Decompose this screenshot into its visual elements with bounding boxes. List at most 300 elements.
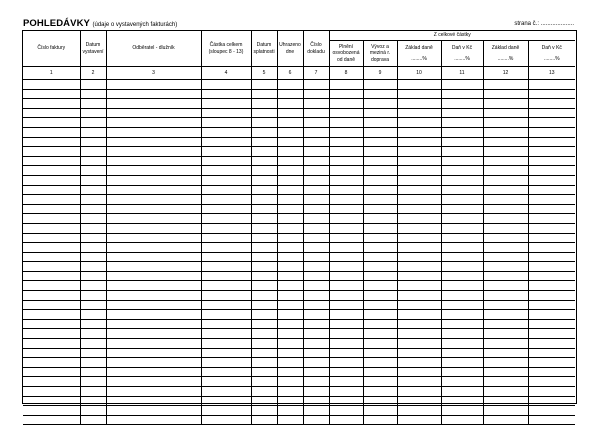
entry-cell[interactable] [303, 195, 329, 205]
entry-cell[interactable] [528, 339, 575, 349]
entry-cell[interactable] [483, 310, 528, 320]
entry-cell[interactable] [277, 319, 303, 329]
entry-cell[interactable] [303, 166, 329, 176]
entry-cell[interactable] [483, 271, 528, 281]
entry-cell[interactable] [303, 348, 329, 358]
entry-cell[interactable] [483, 406, 528, 416]
entry-cell[interactable] [80, 80, 106, 90]
entry-cell[interactable] [303, 377, 329, 387]
entry-cell[interactable] [303, 214, 329, 224]
entry-cell[interactable] [483, 415, 528, 425]
entry-cell[interactable] [251, 175, 277, 185]
entry-cell[interactable] [363, 406, 397, 416]
entry-cell[interactable] [329, 147, 363, 157]
entry-cell[interactable] [363, 329, 397, 339]
entry-cell[interactable] [23, 147, 80, 157]
entry-cell[interactable] [277, 367, 303, 377]
entry-cell[interactable] [363, 367, 397, 377]
entry-cell[interactable] [303, 387, 329, 397]
entry-cell[interactable] [397, 223, 441, 233]
entry-cell[interactable] [106, 118, 201, 128]
entry-cell[interactable] [363, 195, 397, 205]
entry-cell[interactable] [106, 108, 201, 118]
entry-cell[interactable] [251, 387, 277, 397]
entry-cell[interactable] [201, 156, 251, 166]
entry-cell[interactable] [201, 99, 251, 109]
entry-cell[interactable] [201, 377, 251, 387]
entry-cell[interactable] [106, 223, 201, 233]
entry-cell[interactable] [251, 271, 277, 281]
entry-cell[interactable] [397, 166, 441, 176]
entry-cell[interactable] [528, 80, 575, 90]
entry-cell[interactable] [251, 339, 277, 349]
entry-cell[interactable] [441, 137, 483, 147]
entry-cell[interactable] [441, 406, 483, 416]
entry-cell[interactable] [363, 185, 397, 195]
entry-cell[interactable] [528, 300, 575, 310]
entry-cell[interactable] [441, 358, 483, 368]
entry-cell[interactable] [483, 319, 528, 329]
entry-cell[interactable] [251, 406, 277, 416]
entry-cell[interactable] [106, 99, 201, 109]
entry-cell[interactable] [277, 175, 303, 185]
entry-cell[interactable] [251, 262, 277, 272]
entry-cell[interactable] [441, 80, 483, 90]
entry-cell[interactable] [201, 358, 251, 368]
entry-cell[interactable] [201, 367, 251, 377]
entry-cell[interactable] [329, 329, 363, 339]
entry-cell[interactable] [23, 406, 80, 416]
entry-cell[interactable] [23, 223, 80, 233]
entry-cell[interactable] [397, 396, 441, 406]
entry-cell[interactable] [528, 147, 575, 157]
entry-cell[interactable] [329, 281, 363, 291]
entry-cell[interactable] [277, 185, 303, 195]
entry-cell[interactable] [303, 147, 329, 157]
entry-cell[interactable] [106, 185, 201, 195]
entry-cell[interactable] [251, 185, 277, 195]
entry-cell[interactable] [441, 415, 483, 425]
entry-cell[interactable] [441, 156, 483, 166]
entry-cell[interactable] [329, 262, 363, 272]
entry-cell[interactable] [251, 99, 277, 109]
entry-cell[interactable] [277, 127, 303, 137]
entry-cell[interactable] [363, 147, 397, 157]
entry-cell[interactable] [106, 89, 201, 99]
entry-cell[interactable] [329, 348, 363, 358]
entry-cell[interactable] [277, 271, 303, 281]
entry-cell[interactable] [251, 223, 277, 233]
entry-cell[interactable] [528, 415, 575, 425]
entry-cell[interactable] [251, 243, 277, 253]
entry-cell[interactable] [23, 166, 80, 176]
entry-cell[interactable] [201, 252, 251, 262]
entry-cell[interactable] [363, 387, 397, 397]
entry-cell[interactable] [303, 156, 329, 166]
entry-cell[interactable] [23, 396, 80, 406]
entry-cell[interactable] [397, 329, 441, 339]
entry-cell[interactable] [441, 281, 483, 291]
entry-cell[interactable] [277, 348, 303, 358]
entry-cell[interactable] [397, 204, 441, 214]
entry-cell[interactable] [397, 358, 441, 368]
entry-cell[interactable] [23, 291, 80, 301]
entry-cell[interactable] [528, 310, 575, 320]
entry-cell[interactable] [303, 127, 329, 137]
entry-cell[interactable] [397, 127, 441, 137]
entry-cell[interactable] [363, 415, 397, 425]
entry-cell[interactable] [483, 243, 528, 253]
entry-cell[interactable] [277, 396, 303, 406]
entry-cell[interactable] [329, 387, 363, 397]
entry-cell[interactable] [397, 367, 441, 377]
entry-cell[interactable] [201, 118, 251, 128]
entry-cell[interactable] [23, 137, 80, 147]
entry-cell[interactable] [329, 166, 363, 176]
entry-cell[interactable] [528, 358, 575, 368]
entry-cell[interactable] [329, 99, 363, 109]
entry-cell[interactable] [329, 377, 363, 387]
entry-cell[interactable] [363, 310, 397, 320]
entry-cell[interactable] [277, 300, 303, 310]
entry-cell[interactable] [23, 233, 80, 243]
entry-cell[interactable] [23, 377, 80, 387]
entry-cell[interactable] [23, 358, 80, 368]
entry-cell[interactable] [106, 415, 201, 425]
entry-cell[interactable] [251, 137, 277, 147]
entry-cell[interactable] [483, 127, 528, 137]
entry-cell[interactable] [303, 262, 329, 272]
entry-cell[interactable] [106, 396, 201, 406]
entry-cell[interactable] [363, 319, 397, 329]
entry-cell[interactable] [201, 291, 251, 301]
entry-cell[interactable] [277, 252, 303, 262]
entry-cell[interactable] [106, 252, 201, 262]
entry-cell[interactable] [201, 329, 251, 339]
entry-cell[interactable] [277, 406, 303, 416]
entry-cell[interactable] [441, 271, 483, 281]
entry-cell[interactable] [441, 166, 483, 176]
entry-cell[interactable] [106, 262, 201, 272]
entry-cell[interactable] [397, 99, 441, 109]
entry-cell[interactable] [80, 223, 106, 233]
entry-cell[interactable] [80, 339, 106, 349]
entry-cell[interactable] [528, 329, 575, 339]
entry-cell[interactable] [483, 108, 528, 118]
entry-cell[interactable] [303, 300, 329, 310]
entry-cell[interactable] [303, 175, 329, 185]
entry-cell[interactable] [303, 252, 329, 262]
entry-cell[interactable] [23, 339, 80, 349]
entry-cell[interactable] [251, 396, 277, 406]
entry-cell[interactable] [201, 137, 251, 147]
entry-cell[interactable] [277, 223, 303, 233]
entry-cell[interactable] [397, 339, 441, 349]
entry-cell[interactable] [528, 175, 575, 185]
entry-cell[interactable] [251, 348, 277, 358]
entry-cell[interactable] [201, 319, 251, 329]
entry-cell[interactable] [277, 204, 303, 214]
entry-cell[interactable] [528, 291, 575, 301]
entry-cell[interactable] [329, 367, 363, 377]
entry-cell[interactable] [106, 80, 201, 90]
entry-cell[interactable] [363, 377, 397, 387]
entry-cell[interactable] [363, 89, 397, 99]
entry-cell[interactable] [363, 339, 397, 349]
entry-cell[interactable] [528, 127, 575, 137]
entry-cell[interactable] [106, 147, 201, 157]
entry-cell[interactable] [528, 166, 575, 176]
entry-cell[interactable] [329, 271, 363, 281]
entry-cell[interactable] [303, 358, 329, 368]
entry-cell[interactable] [201, 108, 251, 118]
entry-cell[interactable] [441, 233, 483, 243]
entry-cell[interactable] [528, 281, 575, 291]
entry-cell[interactable] [201, 89, 251, 99]
entry-cell[interactable] [363, 166, 397, 176]
entry-cell[interactable] [483, 156, 528, 166]
entry-cell[interactable] [329, 118, 363, 128]
entry-cell[interactable] [363, 262, 397, 272]
entry-cell[interactable] [201, 406, 251, 416]
entry-cell[interactable] [303, 223, 329, 233]
entry-cell[interactable] [251, 377, 277, 387]
entry-cell[interactable] [329, 204, 363, 214]
entry-cell[interactable] [80, 348, 106, 358]
entry-cell[interactable] [483, 387, 528, 397]
entry-cell[interactable] [441, 396, 483, 406]
entry-cell[interactable] [106, 291, 201, 301]
entry-cell[interactable] [397, 147, 441, 157]
entry-cell[interactable] [251, 281, 277, 291]
entry-cell[interactable] [363, 281, 397, 291]
entry-cell[interactable] [483, 185, 528, 195]
entry-cell[interactable] [80, 358, 106, 368]
entry-cell[interactable] [528, 108, 575, 118]
entry-cell[interactable] [329, 300, 363, 310]
entry-cell[interactable] [277, 108, 303, 118]
entry-cell[interactable] [329, 137, 363, 147]
entry-cell[interactable] [303, 204, 329, 214]
entry-cell[interactable] [23, 310, 80, 320]
entry-cell[interactable] [80, 156, 106, 166]
entry-cell[interactable] [483, 175, 528, 185]
entry-cell[interactable] [80, 329, 106, 339]
entry-cell[interactable] [251, 147, 277, 157]
entry-cell[interactable] [277, 156, 303, 166]
entry-cell[interactable] [80, 262, 106, 272]
entry-cell[interactable] [80, 118, 106, 128]
entry-cell[interactable] [483, 147, 528, 157]
entry-cell[interactable] [303, 99, 329, 109]
entry-cell[interactable] [251, 233, 277, 243]
entry-cell[interactable] [23, 281, 80, 291]
entry-cell[interactable] [397, 300, 441, 310]
entry-cell[interactable] [277, 243, 303, 253]
entry-cell[interactable] [80, 185, 106, 195]
entry-cell[interactable] [23, 262, 80, 272]
entry-cell[interactable] [329, 319, 363, 329]
entry-cell[interactable] [23, 348, 80, 358]
entry-cell[interactable] [80, 108, 106, 118]
entry-cell[interactable] [201, 310, 251, 320]
entry-cell[interactable] [397, 348, 441, 358]
entry-cell[interactable] [329, 185, 363, 195]
entry-cell[interactable] [106, 127, 201, 137]
entry-cell[interactable] [23, 127, 80, 137]
entry-cell[interactable] [441, 223, 483, 233]
entry-cell[interactable] [251, 214, 277, 224]
entry-cell[interactable] [277, 387, 303, 397]
entry-cell[interactable] [528, 156, 575, 166]
entry-cell[interactable] [303, 291, 329, 301]
entry-cell[interactable] [363, 358, 397, 368]
entry-cell[interactable] [80, 204, 106, 214]
entry-cell[interactable] [441, 329, 483, 339]
entry-cell[interactable] [397, 387, 441, 397]
entry-cell[interactable] [277, 233, 303, 243]
entry-cell[interactable] [397, 108, 441, 118]
entry-cell[interactable] [303, 406, 329, 416]
entry-cell[interactable] [397, 137, 441, 147]
entry-cell[interactable] [251, 252, 277, 262]
entry-cell[interactable] [441, 89, 483, 99]
entry-cell[interactable] [201, 204, 251, 214]
entry-cell[interactable] [277, 329, 303, 339]
entry-cell[interactable] [441, 108, 483, 118]
entry-cell[interactable] [80, 252, 106, 262]
entry-cell[interactable] [329, 108, 363, 118]
entry-cell[interactable] [80, 396, 106, 406]
entry-cell[interactable] [277, 195, 303, 205]
entry-cell[interactable] [23, 195, 80, 205]
entry-cell[interactable] [329, 214, 363, 224]
entry-cell[interactable] [329, 233, 363, 243]
entry-cell[interactable] [483, 329, 528, 339]
entry-cell[interactable] [363, 99, 397, 109]
entry-cell[interactable] [483, 396, 528, 406]
entry-cell[interactable] [23, 185, 80, 195]
entry-cell[interactable] [528, 319, 575, 329]
entry-cell[interactable] [251, 108, 277, 118]
entry-cell[interactable] [80, 415, 106, 425]
entry-cell[interactable] [80, 406, 106, 416]
entry-cell[interactable] [363, 80, 397, 90]
entry-cell[interactable] [277, 415, 303, 425]
entry-cell[interactable] [483, 233, 528, 243]
entry-cell[interactable] [303, 339, 329, 349]
entry-cell[interactable] [201, 195, 251, 205]
entry-cell[interactable] [397, 185, 441, 195]
entry-cell[interactable] [303, 396, 329, 406]
entry-cell[interactable] [23, 271, 80, 281]
entry-cell[interactable] [483, 204, 528, 214]
entry-cell[interactable] [441, 127, 483, 137]
entry-cell[interactable] [201, 415, 251, 425]
entry-cell[interactable] [329, 175, 363, 185]
entry-cell[interactable] [106, 195, 201, 205]
entry-cell[interactable] [528, 271, 575, 281]
entry-cell[interactable] [251, 127, 277, 137]
entry-cell[interactable] [106, 175, 201, 185]
entry-cell[interactable] [106, 281, 201, 291]
entry-cell[interactable] [23, 300, 80, 310]
entry-cell[interactable] [441, 348, 483, 358]
entry-cell[interactable] [363, 175, 397, 185]
entry-cell[interactable] [201, 214, 251, 224]
entry-cell[interactable] [251, 358, 277, 368]
entry-cell[interactable] [106, 233, 201, 243]
entry-cell[interactable] [441, 339, 483, 349]
entry-cell[interactable] [441, 99, 483, 109]
entry-cell[interactable] [397, 214, 441, 224]
entry-cell[interactable] [303, 367, 329, 377]
entry-cell[interactable] [106, 387, 201, 397]
entry-cell[interactable] [441, 195, 483, 205]
entry-cell[interactable] [303, 281, 329, 291]
entry-cell[interactable] [277, 214, 303, 224]
entry-cell[interactable] [201, 127, 251, 137]
entry-cell[interactable] [363, 223, 397, 233]
entry-cell[interactable] [251, 300, 277, 310]
entry-cell[interactable] [201, 147, 251, 157]
entry-cell[interactable] [80, 300, 106, 310]
entry-cell[interactable] [397, 291, 441, 301]
entry-cell[interactable] [277, 99, 303, 109]
entry-cell[interactable] [528, 233, 575, 243]
entry-cell[interactable] [483, 99, 528, 109]
entry-cell[interactable] [441, 118, 483, 128]
entry-cell[interactable] [80, 233, 106, 243]
entry-cell[interactable] [80, 175, 106, 185]
entry-cell[interactable] [329, 252, 363, 262]
page-number-field[interactable]: strana č.: .................... [514, 21, 574, 27]
entry-cell[interactable] [397, 281, 441, 291]
entry-cell[interactable] [277, 118, 303, 128]
entry-cell[interactable] [201, 185, 251, 195]
entry-cell[interactable] [363, 396, 397, 406]
entry-cell[interactable] [441, 262, 483, 272]
entry-cell[interactable] [483, 118, 528, 128]
entry-cell[interactable] [201, 348, 251, 358]
entry-cell[interactable] [277, 358, 303, 368]
entry-cell[interactable] [329, 156, 363, 166]
entry-cell[interactable] [106, 319, 201, 329]
entry-cell[interactable] [80, 99, 106, 109]
entry-cell[interactable] [106, 214, 201, 224]
entry-cell[interactable] [483, 252, 528, 262]
entry-cell[interactable] [80, 166, 106, 176]
entry-cell[interactable] [277, 339, 303, 349]
entry-cell[interactable] [441, 291, 483, 301]
entry-cell[interactable] [277, 310, 303, 320]
entry-cell[interactable] [397, 233, 441, 243]
entry-cell[interactable] [528, 214, 575, 224]
entry-cell[interactable] [441, 204, 483, 214]
entry-cell[interactable] [441, 175, 483, 185]
entry-cell[interactable] [106, 156, 201, 166]
entry-cell[interactable] [251, 166, 277, 176]
entry-cell[interactable] [363, 137, 397, 147]
entry-cell[interactable] [303, 233, 329, 243]
entry-cell[interactable] [80, 271, 106, 281]
entry-cell[interactable] [201, 175, 251, 185]
entry-cell[interactable] [441, 252, 483, 262]
entry-cell[interactable] [303, 329, 329, 339]
entry-cell[interactable] [106, 243, 201, 253]
entry-cell[interactable] [23, 118, 80, 128]
entry-cell[interactable] [363, 271, 397, 281]
